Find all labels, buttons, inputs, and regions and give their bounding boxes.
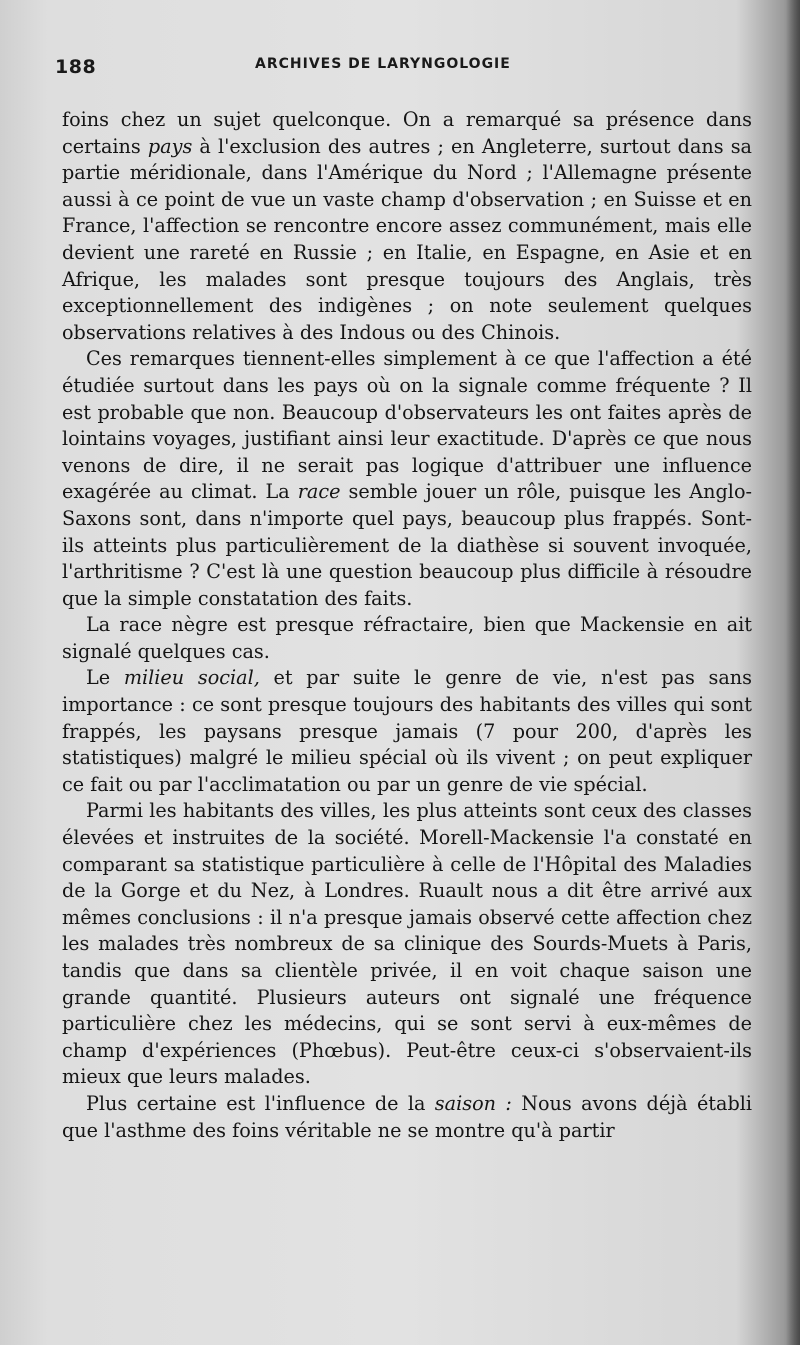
paragraph xyxy=(62,346,752,612)
text-segment: semble jouer un rôle, puisque les Anglo-Saxons sont, dans n'importe quel pays, beaucoup plus frappés. Sont-ils atteints plus particulièrement de la diathèse si souvent invoquée, l'arthritisme ? C'est là une question beaucoup plus difficile à résoudre que la simple constatation des faits. xyxy=(62,480,752,610)
text-segment: foins chez un sujet quelconque. On a remarqué sa présence dans certains xyxy=(62,108,752,158)
text-segment: Parmi les habitants des villes, les plus atteints sont ceux des classes élevées et instruites de la société. Morell-Mackensie l'a constaté en comparant sa statistique particulière à celle de l'Hôpital des Maladies de la Gorge et du Nez, à Londres. Ruault nous a dit être arrivé aux mêmes conclusions : il n'a presque jamais observé cette affection chez les malades très nombreux de sa clinique des Sourds-Muets à Paris, tandis que dans sa clientèle privée, il en voit chaque saison une grande quantité. Plusieurs auteurs ont signalé une fréquence particulière chez les médecins, qui se sont servi à eux-mêmes de champ d'expériences (Phœbus). Peut-être ceux-ci s'observaient-ils mieux que leurs malades. xyxy=(62,799,752,1089)
text-segment: à l'exclusion des autres ; en Angleterre, surtout dans sa partie méridionale, dans l'Amérique du Nord ; l'Allemagne présente aussi à ce point de vue un vaste champ d'observation ; en Suisse et en France, l'affection se rencontre encore assez communément, mais elle devient une rareté en Russie ; en Italie, en Espagne, en Asie et en Afrique, les malades sont presque toujours des Anglais, très exceptionnellement des indigènes ; on note seulement quelques observations relatives à des Indous ou des Chinois. xyxy=(62,134,752,344)
paragraph xyxy=(62,1091,752,1144)
paragraph xyxy=(62,107,752,346)
binding-shadow xyxy=(786,0,800,1345)
body-text xyxy=(62,107,752,1144)
text-segment: Ces remarques tiennent-elles simplement à ce que l'affection a été étudiée surtout dans les pays où on la signale comme fréquente ? Il est probable que non. Beaucoup d'observateurs les ont faites après de lointains voyages, justifiant ainsi leur exactitude. D'après ce que nous venons de dire, il ne serait pas logique d'attribuer une influence exagérée au climat. La xyxy=(62,347,752,504)
italic-term: pays xyxy=(147,134,193,158)
italic-term: race xyxy=(297,480,341,504)
page-number: 188 xyxy=(55,56,97,78)
paragraph xyxy=(62,665,752,798)
text-segment: La race nègre est presque réfractaire, bien que Mackensie en ait signalé quelques cas. xyxy=(62,613,752,663)
paragraph xyxy=(62,798,752,1091)
text-segment: Plus certaine est l'influence de la xyxy=(86,1091,435,1115)
paragraph xyxy=(62,612,752,665)
running-head xyxy=(55,50,755,84)
italic-term: saison : xyxy=(434,1091,512,1115)
text-segment: et par suite le genre de vie, n'est pas sans importance : ce sont presque toujours des habitants des villes qui sont frappés, les paysans presque jamais (7 pour 200, d'après les statistiques) malgré le milieu spécial où ils vivent ; on peut expliquer ce fait ou par l'acclimatation ou par un genre de vie spécial. xyxy=(62,666,753,796)
text-segment: Nous avons déjà établi que l'asthme des foins véritable ne se montre qu'à partir xyxy=(62,1091,753,1142)
italic-term: milieu social, xyxy=(123,666,260,690)
text-segment: Le xyxy=(86,666,124,690)
running-title: ARCHIVES DE LARYNGOLOGIE xyxy=(255,56,511,72)
